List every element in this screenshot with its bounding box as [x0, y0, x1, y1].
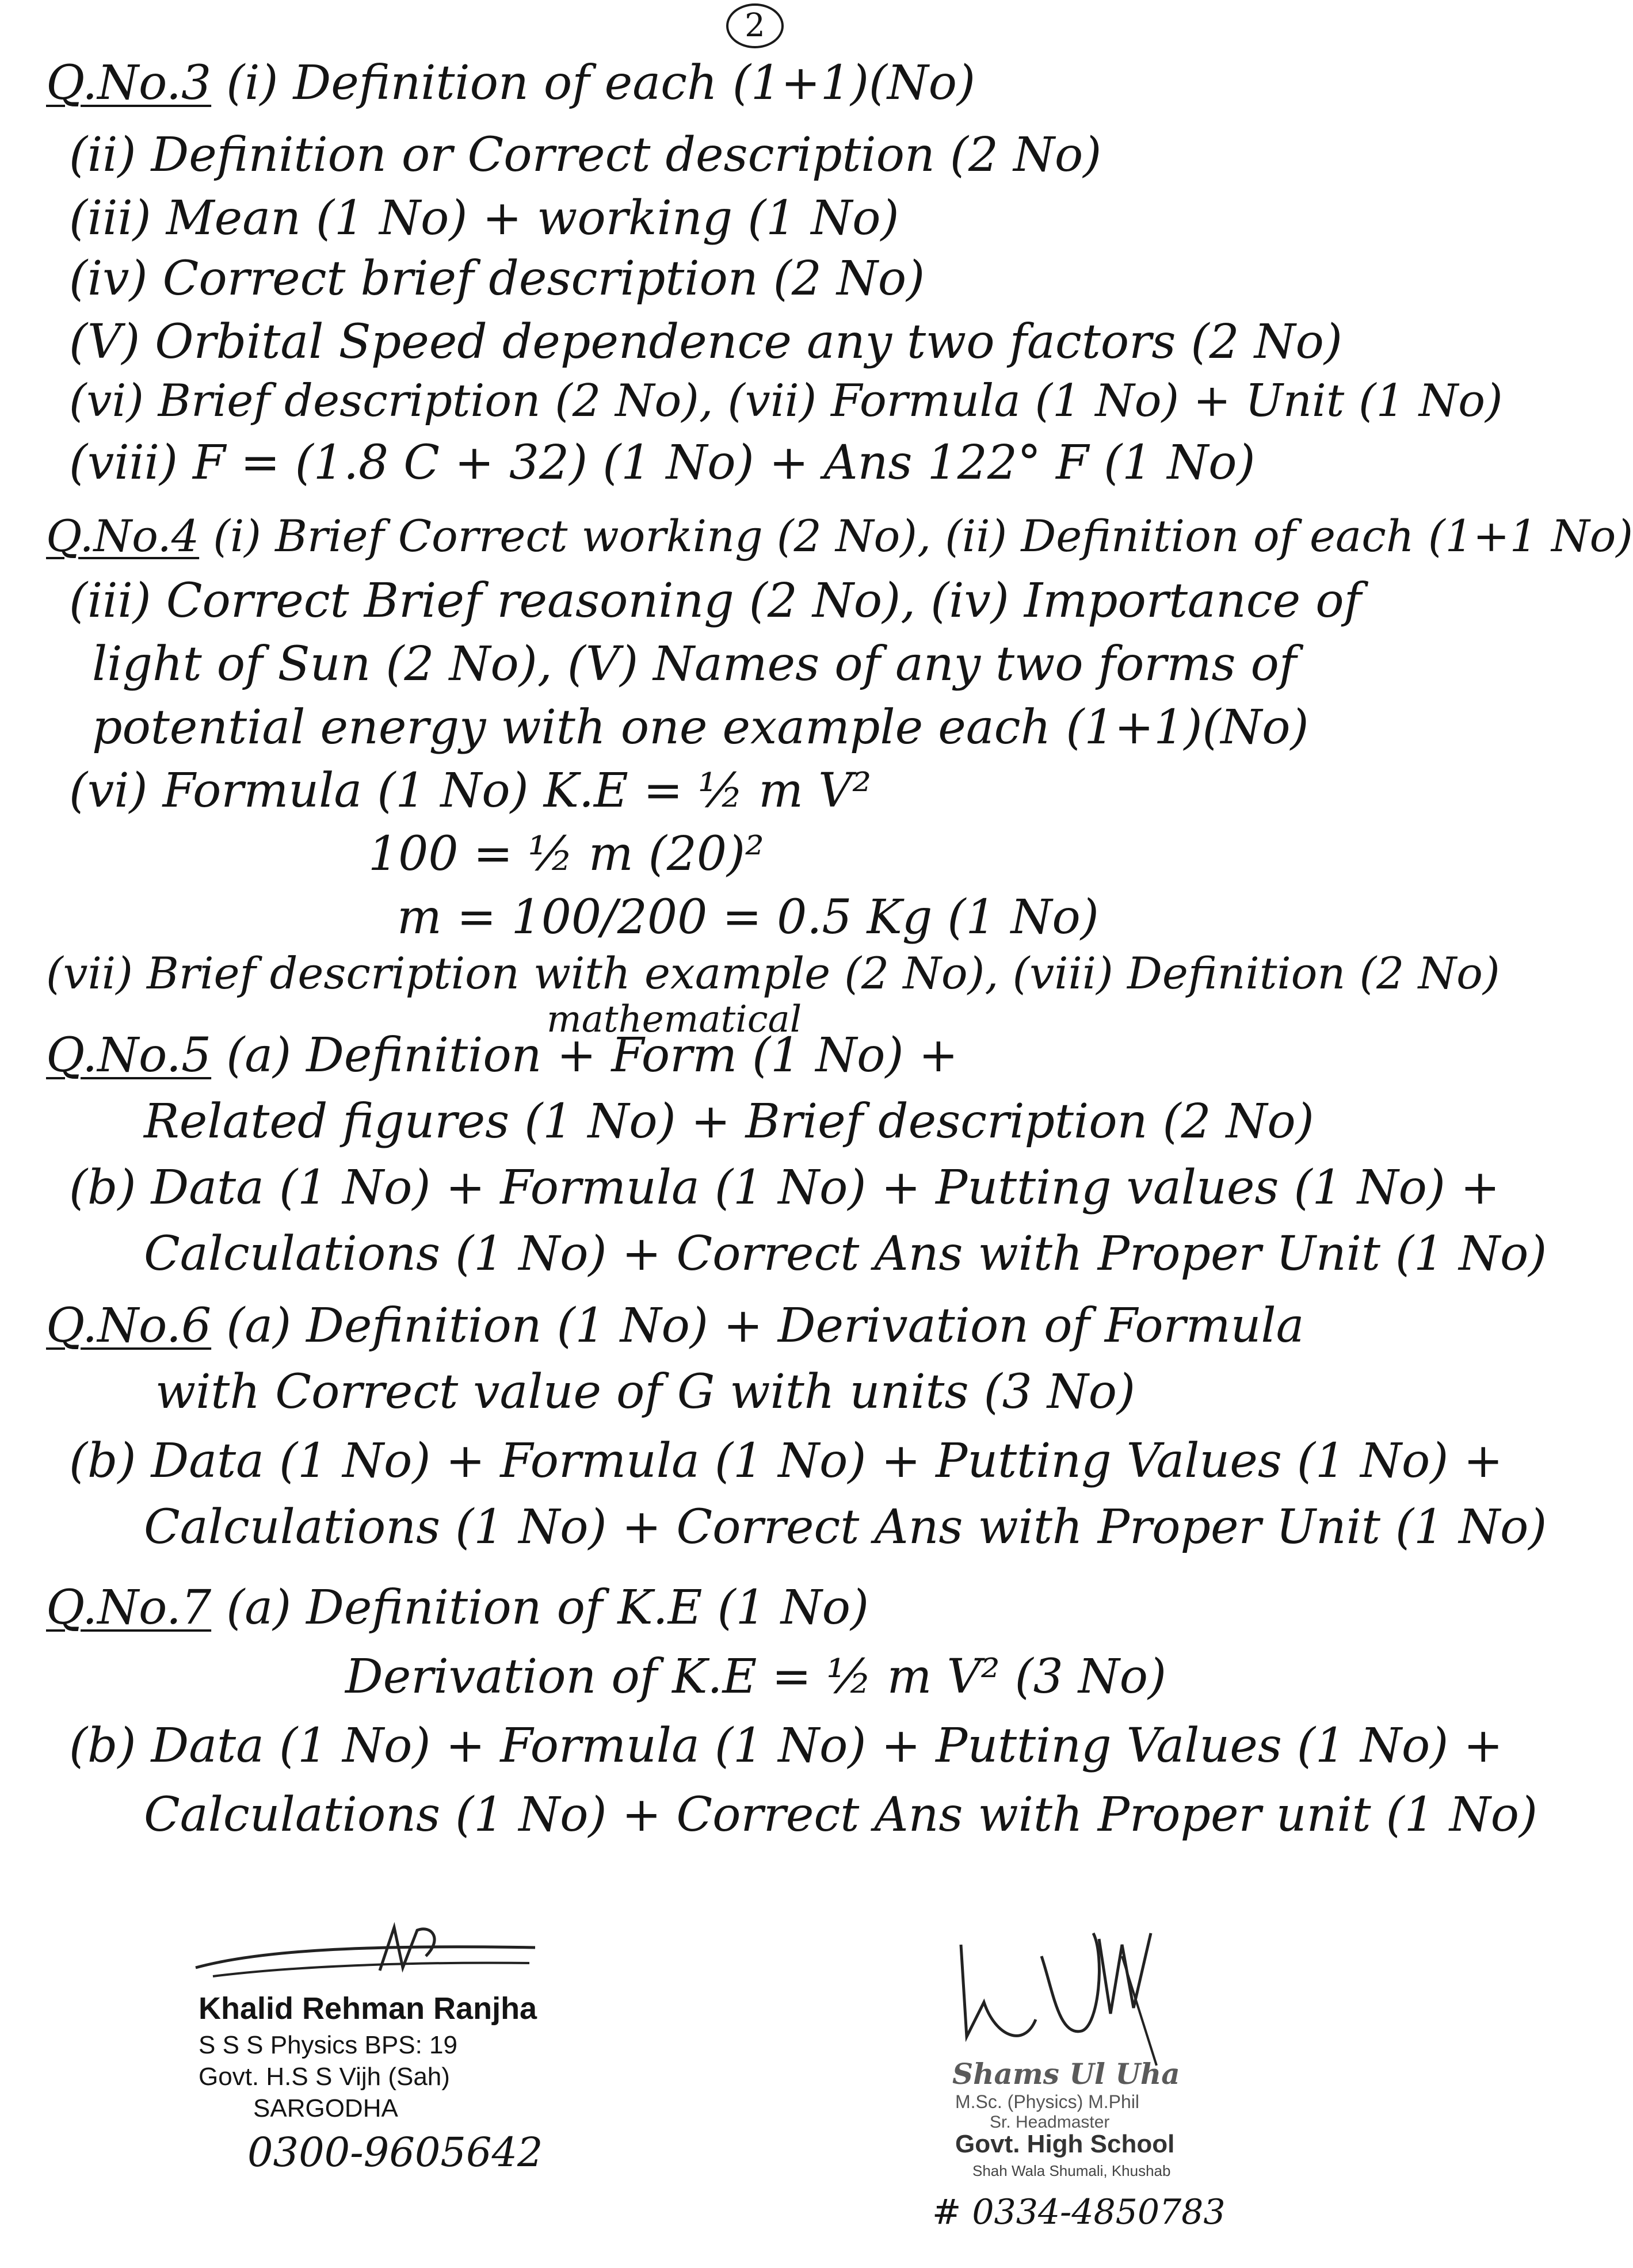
q4-vii-viii: (vii) Brief description with example (2 No), (viii) Definition (2 No) — [46, 948, 1500, 999]
signature-right — [949, 1922, 1226, 2071]
q3-iv: (iv) Correct brief description (2 No) — [69, 251, 925, 306]
q5-b-1: (b) Data (1 No) + Formula (1 No) + Putting values (1 No) + — [69, 1160, 1500, 1215]
q3-i: (i) Definition of each (1+1)(No) — [226, 56, 976, 110]
q3-line-1 — [46, 58, 975, 109]
q3-v: (V) Orbital Speed dependence any two factors (2 No) — [69, 315, 1342, 369]
q7-line-1 — [46, 1582, 869, 1634]
q4-vi: (vi) Formula (1 No) K.E = ½ m V² — [69, 763, 872, 818]
q4-v-cont: potential energy with one example each (1+1)(No) — [92, 700, 1309, 755]
q6-b-1: (b) Data (1 No) + Formula (1 No) + Putting Values (1 No) + — [69, 1434, 1504, 1488]
right-stamp-location: Shah Wala Shumali, Khushab — [972, 2162, 1171, 2179]
q6-b-2: Calculations (1 No) + Correct Ans with Proper Unit (1 No) — [144, 1500, 1547, 1555]
q3-ii: (ii) Definition or Correct description (2 No) — [69, 128, 1102, 182]
q3-viii: (viii) F = (1.8 C + 32) (1 No) + Ans 122° F (1 No) — [69, 436, 1256, 490]
q3-label: Q.No.3 — [46, 56, 212, 110]
q7-a-1: (a) Definition of K.E (1 No) — [226, 1580, 869, 1635]
left-stamp-school: Govt. H.S S Vijh (Sah) — [199, 2063, 450, 2091]
q6-a-2: with Correct value of G with units (3 No) — [155, 1365, 1135, 1419]
left-phone: 0300-9605642 — [247, 2129, 543, 2176]
page-number: 2 — [726, 3, 784, 48]
q4-label: Q.No.4 — [46, 510, 200, 562]
q5-line-1 — [46, 1030, 958, 1082]
q4-line-1 — [46, 512, 1633, 560]
q4-iii-iv: (iii) Correct Brief reasoning (2 No), (iv) Importance of — [69, 574, 1361, 628]
q5-a-2: Related figures (1 No) + Brief description (2 No) — [144, 1094, 1314, 1149]
q4-i-ii: (i) Brief Correct working (2 No), (ii) Definition of each (1+1 No) — [213, 510, 1633, 562]
q3-iii: (iii) Mean (1 No) + working (1 No) — [69, 191, 899, 246]
left-stamp-name: Khalid Rehman Ranjha — [199, 1991, 537, 2026]
right-phone: # 0334-4850783 — [932, 2192, 1226, 2232]
q7-b-1: (b) Data (1 No) + Formula (1 No) + Putting Values (1 No) + — [69, 1719, 1504, 1773]
q4-calc-2: m = 100/200 = 0.5 Kg (1 No) — [397, 890, 1099, 945]
left-stamp-designation: S S S Physics BPS: 19 — [199, 2031, 457, 2059]
q5-label: Q.No.5 — [46, 1028, 212, 1083]
right-stamp-name: Shams Ul Uha — [952, 2057, 1180, 2091]
q4-calc-1: 100 = ½ m (20)² — [368, 827, 764, 881]
q4-mathematical-note: mathematical — [547, 998, 802, 1041]
q6-a-1: (a) Definition (1 No) + Derivation of Formula — [226, 1299, 1304, 1353]
right-stamp-designation: Sr. Headmaster — [990, 2113, 1110, 2132]
q3-vi-vii: (vi) Brief description (2 No), (vii) Formula (1 No) + Unit (1 No) — [69, 375, 1503, 427]
q7-b-2: Calculations (1 No) + Correct Ans with Proper unit (1 No) — [144, 1788, 1538, 1842]
right-stamp-qualification: M.Sc. (Physics) M.Phil — [955, 2091, 1140, 2112]
q5-b-2: Calculations (1 No) + Correct Ans with Proper Unit (1 No) — [144, 1227, 1547, 1281]
q4-iv-cont: light of Sun (2 No), (V) Names of any two forms of — [92, 637, 1297, 692]
left-stamp-city: SARGODHA — [253, 2094, 398, 2122]
q6-line-1 — [46, 1300, 1304, 1352]
q5-a-1: (a) Definition + Form (1 No) + — [226, 1028, 959, 1083]
q6-label: Q.No.6 — [46, 1299, 212, 1353]
right-stamp-school: Govt. High School — [955, 2130, 1175, 2158]
q7-a-2: Derivation of K.E = ½ m V² (3 No) — [345, 1650, 1166, 1704]
signature-left — [190, 1916, 547, 1985]
q7-label: Q.No.7 — [46, 1580, 212, 1635]
